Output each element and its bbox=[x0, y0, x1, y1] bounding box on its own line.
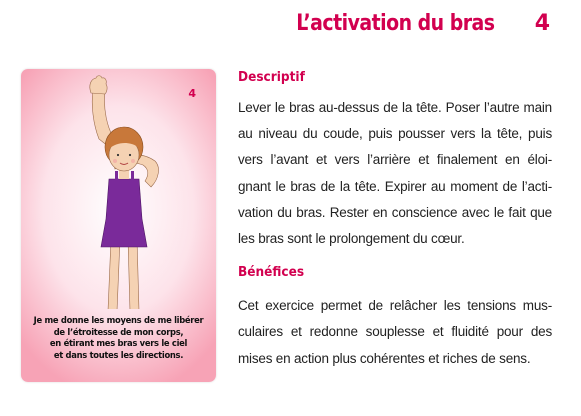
benefices-paragraph bbox=[238, 293, 552, 372]
paragraph-line: les bras sont le prolongement du cœur. bbox=[238, 231, 465, 247]
paragraph-line: gnant le bras de la tête. Expirer au moment de l’acti- bbox=[238, 178, 552, 194]
quote-line: en étirant mes bras vers le ciel bbox=[49, 338, 188, 349]
dress bbox=[101, 179, 147, 247]
page-header bbox=[0, 6, 581, 42]
paragraph-line: Cet exercice permet de relâcher les tensions mus- bbox=[238, 298, 552, 314]
page-number: 4 bbox=[534, 11, 550, 36]
descriptif-heading: Descriptif bbox=[238, 69, 305, 85]
raised-hand bbox=[90, 76, 107, 94]
left-leg bbox=[108, 239, 120, 309]
page-title: L’activation du bras bbox=[296, 11, 495, 36]
paragraph-line: au niveau du coude, puis pousser vers la tête, puis bbox=[238, 126, 552, 142]
quote-line: de l’étroitesse de mon corps, bbox=[53, 326, 184, 337]
card-number: 4 bbox=[188, 87, 196, 100]
right-leg bbox=[128, 239, 139, 309]
quote-line: Je me donne les moyens de me libérer bbox=[33, 315, 204, 325]
card-quote bbox=[29, 315, 208, 361]
paragraph-line: Lever le bras au-dessus de la tête. Poser l’autre main bbox=[238, 100, 552, 115]
paragraph-line: vers l’avant et vers l’arrière et finalement en éloi- bbox=[238, 152, 552, 168]
paragraph-line: mises en action plus cohérentes et riches de sens. bbox=[238, 350, 531, 366]
right-eye bbox=[129, 154, 131, 156]
exercise-text bbox=[238, 66, 552, 372]
paragraph-line: culaires et redonne souplesse et fluidité pour des bbox=[238, 324, 552, 340]
left-eye bbox=[117, 154, 119, 156]
exercise-card bbox=[21, 69, 216, 382]
girl-stretching-illustration bbox=[21, 69, 216, 309]
descriptif-paragraph bbox=[238, 95, 552, 252]
paragraph-line: vation du bras. Rester en conscience avec le fait que bbox=[238, 204, 552, 220]
benefices-heading: Bénéfices bbox=[238, 264, 305, 281]
quote-line: et dans toutes les directions. bbox=[53, 349, 184, 360]
